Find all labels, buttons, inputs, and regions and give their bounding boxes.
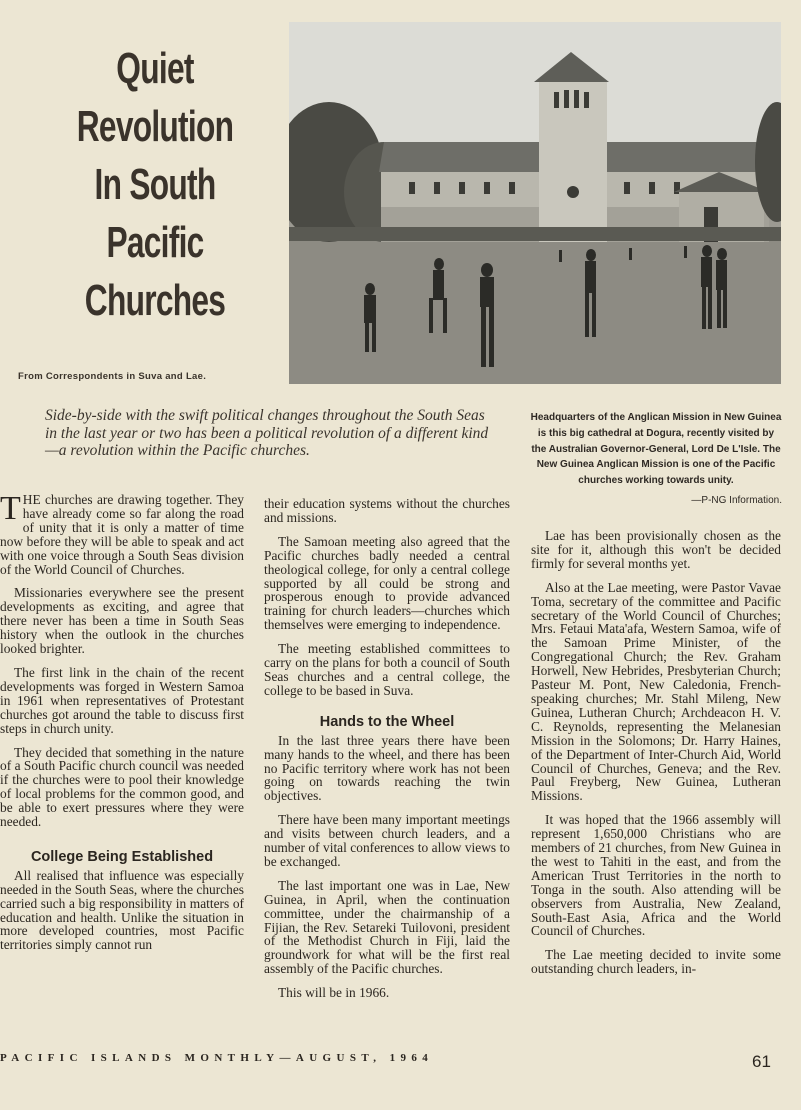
article-column-3: [531, 529, 781, 986]
article-paragraph: The meeting established committees to carry on the plans for both a council of South Seas churches and a central college, the college to be based in Suva.: [264, 641, 510, 698]
subheading: Hands to the Wheel: [319, 713, 455, 730]
cathedral-photo-illustration: [289, 22, 781, 384]
article-paragraph: They decided that something in the nature of a South Pacific church council was needed if the churches were to pool their knowledge of local problems for the common good, and be able to exert pressures where they were needed.: [0, 744, 244, 830]
article-column-2: [264, 497, 510, 1010]
article-paragraph: There have been many important meetings and visits between church leaders, and a number of vital conferences to allow views to be exchanged.: [264, 812, 510, 869]
headline: [30, 40, 280, 330]
article-paragraph: In the last three years there have been many hands to the wheel, and there has been no Pacific territory where work has not been going on towards reaching the twin objectives.: [264, 732, 510, 804]
article-paragraph: It was hoped that the 1966 assembly will represent 1,650,000 Christians who are members of 21 churches, from New Guinea in the west to Tahiti in the east, and from the American Trust Territories in the north to Tonga in the south. Also attending will be observers from Australia, New Zealand, South-East Asia, Africa and the World Council of Churches.: [531, 812, 781, 939]
headline-line-1: Quiet: [116, 44, 194, 93]
article-paragraph: their education systems without the churches and missions.: [264, 496, 510, 525]
article-paragraph: The Lae meeting decided to invite some outstanding church leaders, in-: [531, 947, 781, 977]
page-footer: PACIFIC ISLANDS MONTHLY—AUGUST, 1964: [0, 1052, 434, 1064]
article-paragraph: The last important one was in Lae, New Guinea, in April, when the continuation committee, under the chairmanship of a Fijian, the Rev. Setareki Tuilovoni, president of the Methodist Church in Fiji, laid the groundwork for what will be the first real assembly of the Pacific churches.: [264, 877, 510, 977]
article-paragraph: All realised that influence was especially needed in the South Seas, where the churches carried such a big responsibility in matters of education and health. Unlike the situation in more developed countries, most Pacific territories simply cannot run: [0, 867, 244, 953]
article-paragraph: The first link in the chain of the recent developments was forged in Western Samoa in 1961 when representatives of Protestant churches got around the table to discuss first steps in church unity.: [0, 664, 244, 736]
headline-line-5: Churches: [84, 276, 226, 325]
article-paragraph: Missionaries everywhere see the present developments as exciting, and agree that there never has been a time in South Seas history when the outlook in the churches looked brighter.: [0, 585, 244, 657]
page-number: 61: [752, 1052, 771, 1071]
article-paragraph: Also at the Lae meeting, were Pastor Vavae Toma, secretary of the committee and Pacific secretary of the World Council of Churches; Mrs. Fetaui Mata'afa, Western Samoa, wife of the Samoan Prime Minister, of the Congregational Church; the Rev. Graham Horwell, New Hebrides, Presbyterian Church; Pasteur M. Pont, New Caledonia, French-speaking churches; Mr. Stahl Mileng, New Guinea, Lutheran Church; Archdeacon H. V. C. Reynolds, representing the Melanesian Mission in the Solomons; Dr. Harry Haines, of the Department of Inter-Church Aid, World Council of Churches, Geneva; and the Rev. Paul Freyberg, New Guinea, Lutheran Missions.: [531, 579, 781, 804]
article-paragraph: The Samoan meeting also agreed that the Pacific churches badly needed a central theological college, for only a central college supported by all could be strong and prosperous enough to provide advanced training for church leaders—churches which themselves were emerging to independence.: [264, 533, 510, 633]
byline: From Correspondents in Suva and Lae.: [18, 371, 207, 382]
headline-line-2: Revolution: [76, 102, 234, 151]
article-paragraph: Lae has been provisionally chosen as the site for it, although this won't be decided firmly for several months yet.: [531, 528, 781, 571]
photo-caption: Headquarters of the Anglican Mission in New Guinea is this big cathedral at Dogura, recently visited by the Australian Governor-General, Lord De L'Isle. The New Guinea Anglican Mission is one of the Pacific churches working towards unity.: [530, 412, 782, 487]
subheading: College Being Established: [30, 848, 214, 865]
article-paragraph: THE churches are drawing together. They have already come so far along the road of unity that it is only a matter of time now before they will be able to speak and act with one voice through a South Seas division of the World Council of Churches.: [0, 490, 244, 577]
cathedral-photo: [289, 22, 781, 384]
drop-cap: T: [0, 490, 21, 527]
article-column-1: [0, 490, 244, 962]
intro-paragraph: Side-by-side with the swift political changes throughout the South Seas in the last year or two has been a political revolution of a different kind—a revolution within the Pacific churches.: [45, 407, 489, 459]
headline-line-4: Pacific: [106, 218, 204, 267]
photo-credit: —P-NG Information.: [691, 495, 782, 506]
article-paragraph: This will be in 1966.: [278, 985, 390, 1001]
headline-line-3: In South: [94, 160, 216, 209]
